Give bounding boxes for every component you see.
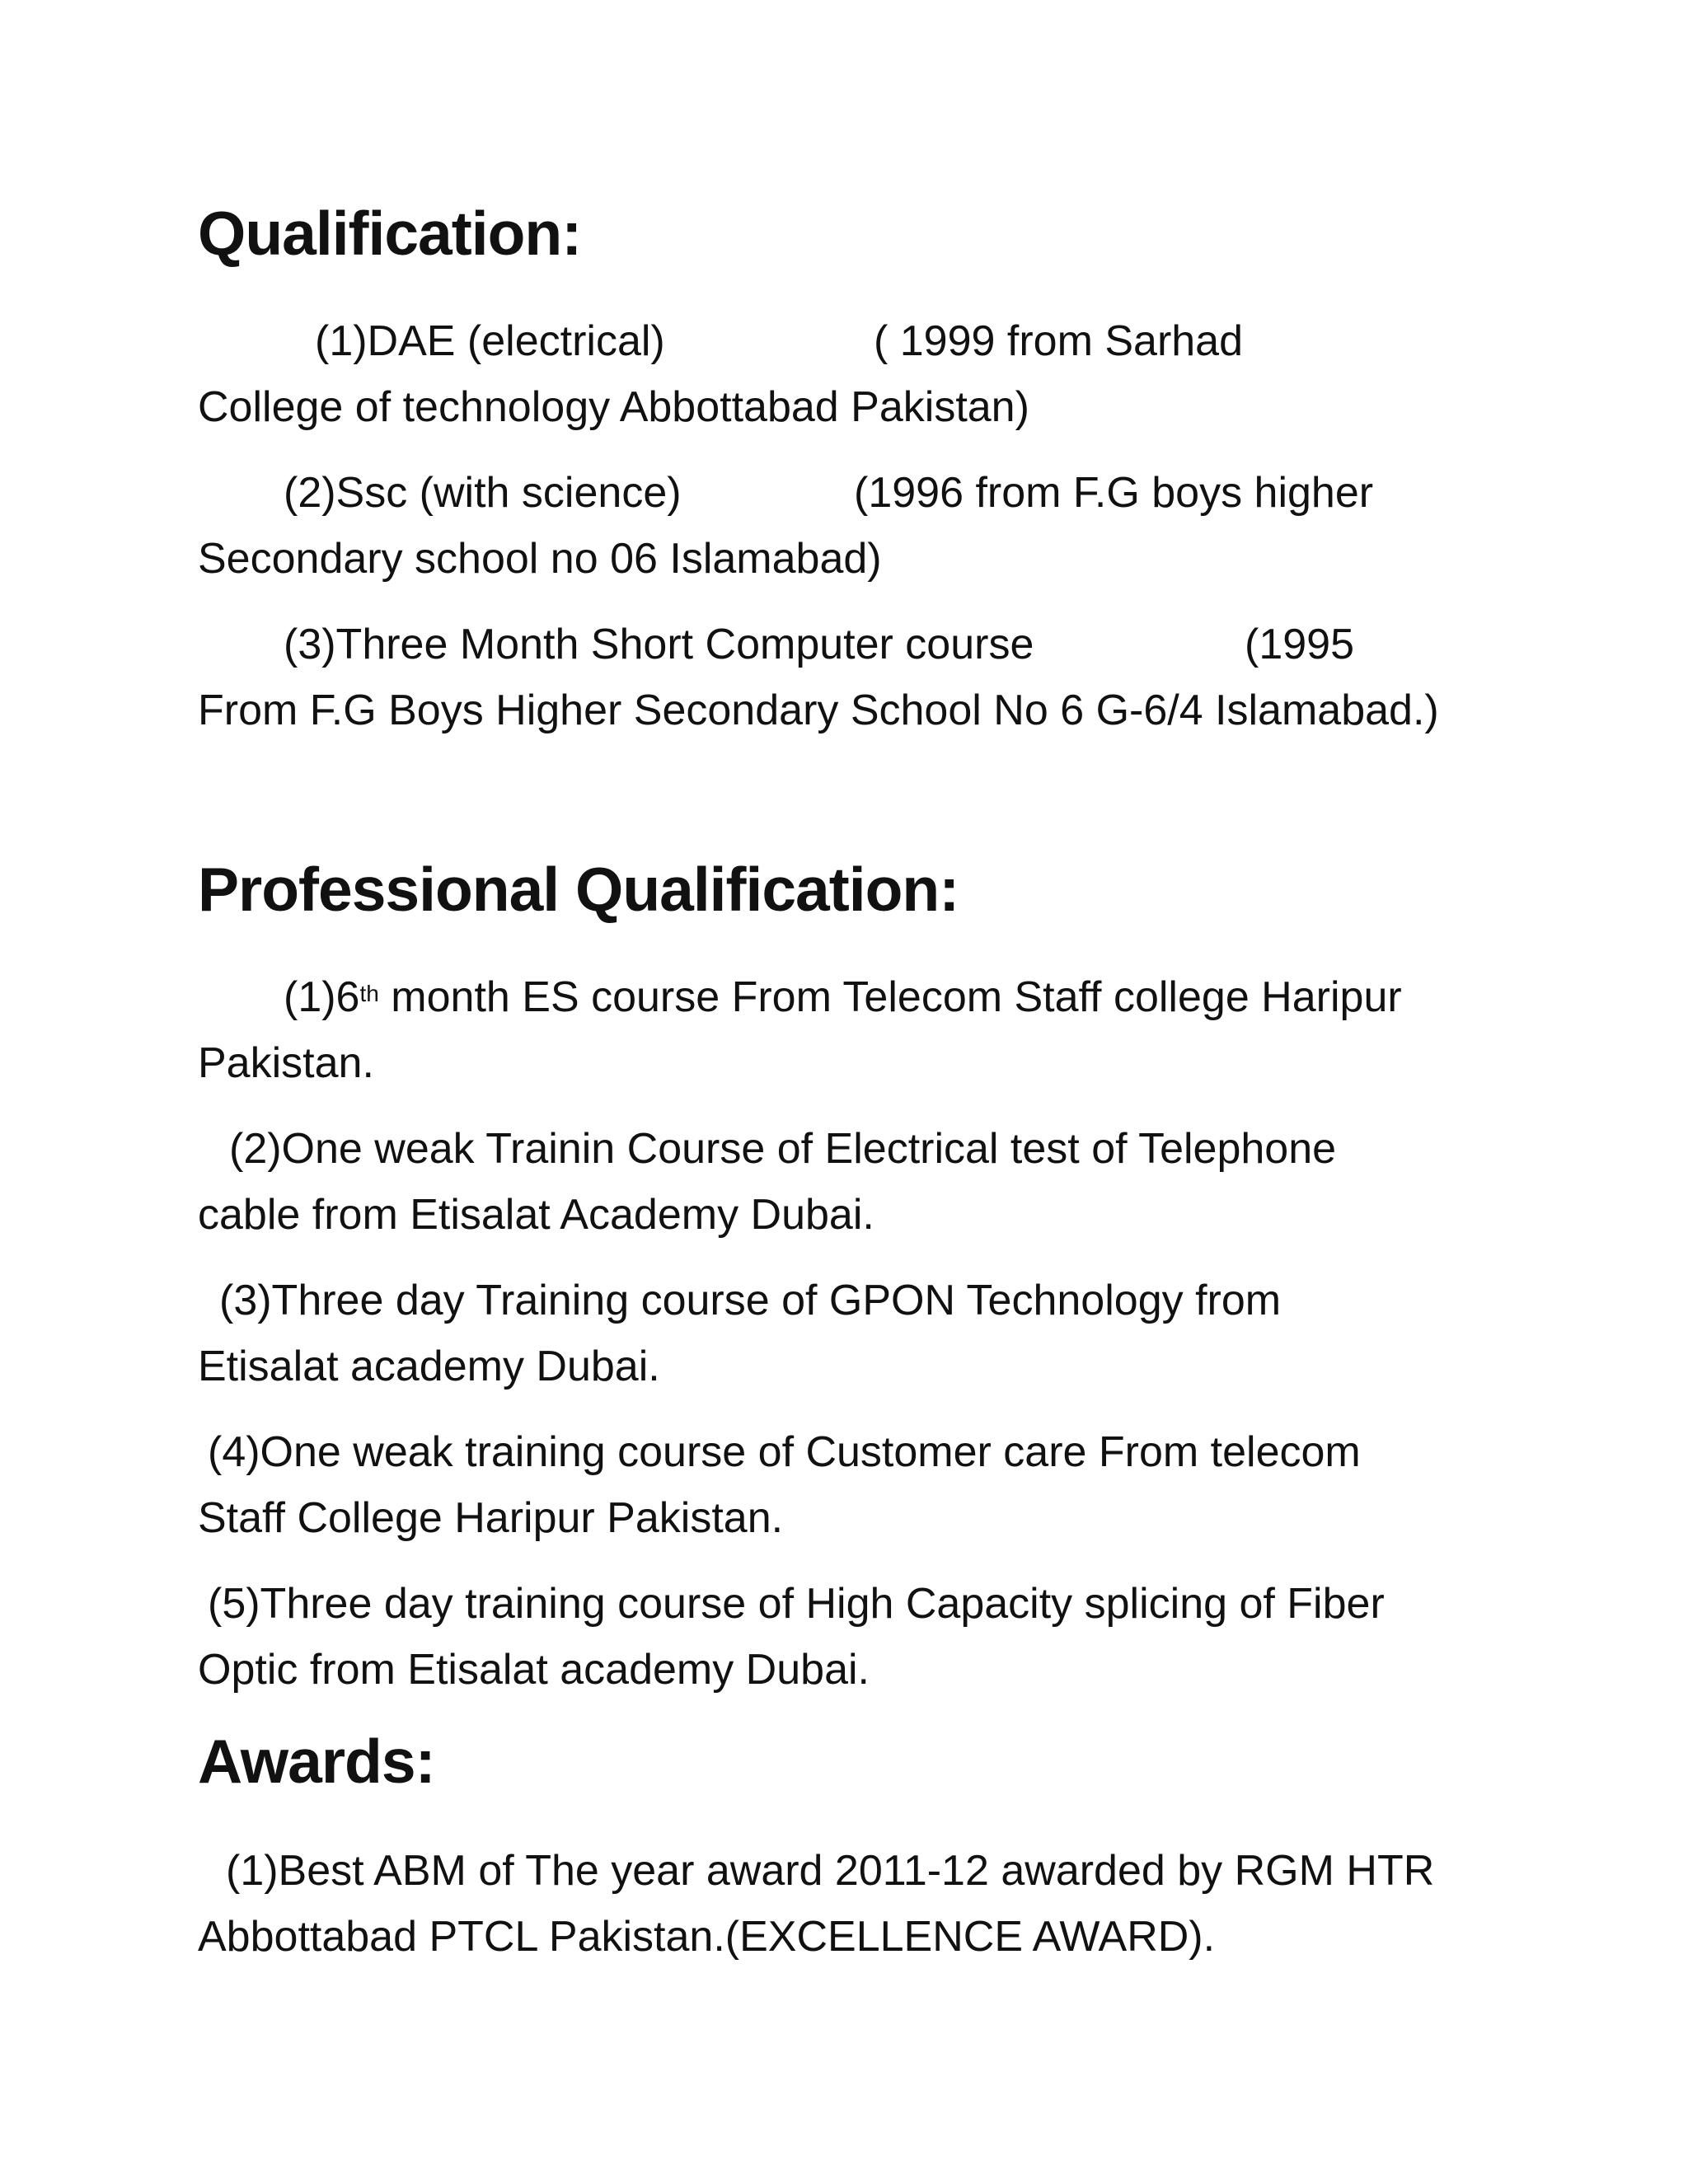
professional-4-continued: Staff College Haripur Pakistan. [198, 1494, 784, 1542]
professional-2-continued: cable from Etisalat Academy Dubai. [198, 1191, 874, 1239]
professional-1-prefix: (1)6 [284, 973, 360, 1021]
qualification-3-continued: From F.G Boys Higher Secondary School No 6 G-6/4 Islamabad.) [198, 687, 1439, 734]
professional-qualification-heading: Professional Qualification: [198, 855, 959, 924]
professional-3-line: (3)Three day Training course of GPON Technology from [219, 1277, 1282, 1324]
award-1-line: (1)Best ABM of The year award 2011-12 awarded by RGM HTR [226, 1847, 1435, 1895]
professional-1-rest: month ES course From Telecom Staff college Haripur [378, 973, 1402, 1021]
qualification-2-detail: (1996 from F.G boys higher [854, 469, 1374, 517]
professional-3-continued: Etisalat academy Dubai. [198, 1343, 660, 1390]
qualification-1-title: (1)DAE (electrical) [315, 317, 665, 365]
qualification-2-title: (2)Ssc (with science) [284, 469, 682, 517]
qualification-heading: Qualification: [198, 199, 582, 268]
professional-1-superscript: th [359, 981, 379, 1006]
awards-heading: Awards: [198, 1727, 435, 1796]
qualification-1-detail: ( 1999 from Sarhad [874, 317, 1244, 365]
award-1-continued: Abbottabad PTCL Pakistan.(EXCELLENCE AWARD). [198, 1913, 1216, 1961]
qualification-3-detail: (1995 [1245, 621, 1354, 668]
professional-1-continued: Pakistan. [198, 1039, 374, 1087]
qualification-1-continued: College of technology Abbottabad Pakistan) [198, 383, 1029, 431]
professional-2-line: (2)One weak Trainin Course of Electrical test of Telephone [229, 1125, 1337, 1173]
professional-5-continued: Optic from Etisalat academy Dubai. [198, 1646, 870, 1694]
qualification-2-continued: Secondary school no 06 Islamabad) [198, 535, 882, 583]
professional-4-line: (4)One weak training course of Customer care From telecom [208, 1428, 1361, 1476]
professional-5-line: (5)Three day training course of High Capacity splicing of Fiber [208, 1580, 1385, 1628]
qualification-3-title: (3)Three Month Short Computer course [284, 621, 1034, 668]
professional-1-line [284, 972, 1402, 1022]
